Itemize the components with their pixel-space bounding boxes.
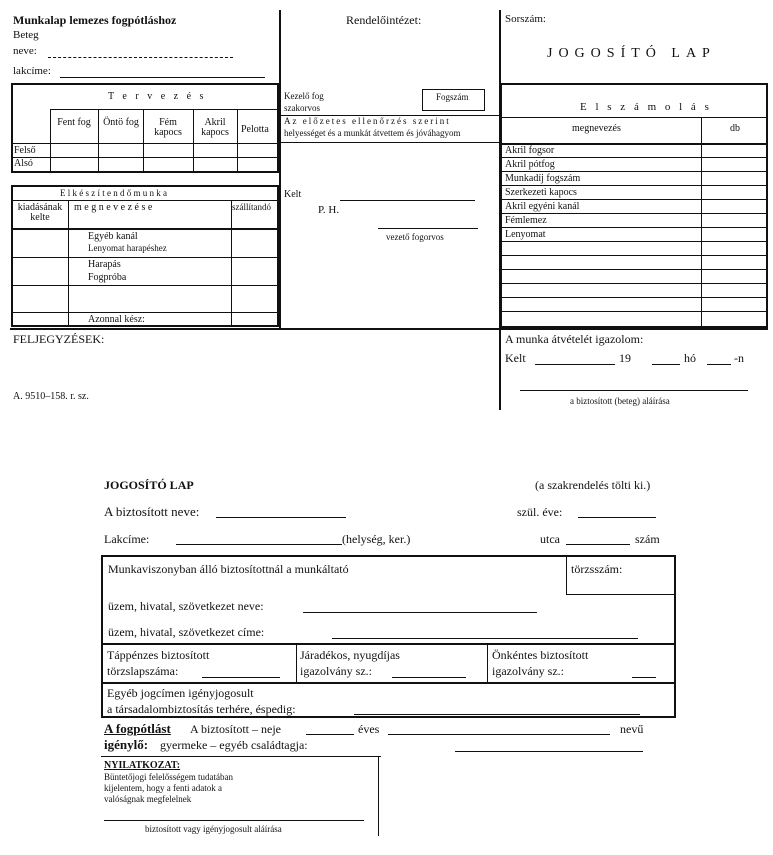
claimant-text-1: A biztosított – neje	[190, 722, 281, 736]
billing-col-name: megnevezés	[572, 123, 621, 134]
insured-name-label: A biztosított neve:	[104, 504, 200, 519]
bottom-note: (a szakrendelés tölti ki.)	[535, 478, 651, 492]
divider-bottom	[10, 328, 768, 330]
employer-label: Munkaviszonyban álló biztosítottnál a munkáltató	[108, 562, 349, 576]
delivery-table-title: E l k é s z í t e n d ő m u n k a	[60, 188, 167, 198]
plan-col-fent: Fent fog	[57, 117, 91, 128]
receipt-month: hó	[684, 351, 696, 365]
other-label-2: a társadalombiztosítás terhére, éspedig:	[107, 702, 296, 716]
notes-label: FELJEGYZÉSEK:	[13, 332, 105, 346]
date-label: Kelt	[284, 189, 302, 200]
pension-label-2: igazolvány sz.:	[300, 664, 372, 678]
chief-dentist-label: vezető fogorvos	[386, 232, 444, 242]
billing-title: E l s z á m o l á s	[580, 101, 712, 113]
plan-row-lower: Alsó	[14, 158, 33, 169]
declaration-title: NYILATKOZAT:	[104, 760, 181, 771]
billing-col-amount: db	[730, 123, 740, 134]
declaration-line-2: kijelentem, hogy a fenti adatok a	[104, 783, 222, 793]
declaration-signer: biztosított vagy igényjogosult aláírása	[145, 824, 282, 834]
claimant-text-2: gyermeke – egyéb családtagja:	[160, 738, 308, 752]
patient-address-line	[60, 77, 265, 78]
delivery-row-1: Egyéb kanál	[88, 231, 138, 242]
billing-row-7: Lenyomat	[505, 229, 546, 240]
delivery-row-2: Lenyomat harapéshez	[88, 243, 167, 253]
delivery-row-4: Fogpróba	[88, 272, 127, 283]
receipt-title: A munka átvételét igazolom:	[505, 332, 644, 346]
worksheet-title: Munkalap lemezes fogpótláshoz	[13, 13, 177, 27]
number-label: szám	[635, 532, 660, 546]
plan-col-akril: Akril kapocs	[201, 117, 229, 138]
billing-row-2: Akril pótfog	[505, 159, 555, 170]
receipt-day: -n	[734, 351, 744, 365]
bottom-title: JOGOSÍTÓ LAP	[104, 478, 194, 492]
voluntary-label-2: igazolvány sz.:	[492, 664, 564, 678]
form-code: A. 9510–158. r. sz.	[13, 391, 89, 402]
sick-pay-label-2: törzslapszáma:	[107, 664, 179, 678]
billing-row-4: Szerkezeti kapocs	[505, 187, 577, 198]
delivery-footer: Azonnal kész:	[88, 314, 145, 325]
voluntary-label-1: Önkéntes biztosított	[492, 648, 589, 662]
street-label: utca	[540, 532, 560, 546]
billing-row-5: Akril egyéni kanál	[505, 201, 580, 212]
plant-name-label: üzem, hivatal, szövetkezet neve:	[108, 599, 264, 613]
plan-table-title: T e r v e z é s	[108, 91, 207, 102]
patient-name-label: neve:	[13, 45, 37, 57]
place-label: (helység, ker.)	[342, 532, 411, 546]
reg-number-label: törzsszám:	[571, 562, 623, 576]
other-label-1: Egyéb jogcímen igényjogosult	[107, 686, 254, 700]
stamp-placeholder: P. H.	[318, 204, 340, 216]
authorization-title: JOGOSÍTÓ LAP	[547, 46, 716, 61]
plan-col-fem: Fém kapocs	[154, 117, 182, 138]
years-label: éves	[358, 722, 380, 736]
patient-name-line	[48, 57, 233, 58]
claimant-label-1: A fogpótlást	[104, 721, 171, 736]
pension-label-1: Járadékos, nyugdíjas	[300, 648, 400, 662]
delivery-row-3: Harapás	[88, 259, 121, 270]
declaration-line-3: valóságnak megfelelnek	[104, 794, 192, 804]
dentist-label-2: szakorvos	[284, 103, 320, 113]
tooth-number-label: Fogszám	[436, 92, 469, 102]
receipt-signer: a biztosított (beteg) aláírása	[570, 396, 670, 406]
approval-text-1: Az előzetes ellenőrzés szerint	[284, 116, 451, 126]
plan-col-pelotta: Pelotta	[241, 124, 269, 135]
delivery-col-date: kiadásának kelte	[17, 202, 63, 223]
declaration-line-1: Büntetőjogi felelősségem tudatában	[104, 772, 233, 782]
plan-col-onto: Öntö fog	[103, 117, 139, 128]
delivery-col-name: m e g n e v e z é s e	[74, 202, 153, 213]
billing-row-6: Fémlemez	[505, 215, 547, 226]
billing-row-1: Akril fogsor	[505, 145, 555, 156]
dentist-label-1: Kezelő fog	[284, 91, 324, 101]
billing-row-3: Munkadíj fogszám	[505, 173, 581, 184]
plan-row-upper: Felső	[14, 145, 36, 156]
patient-address-label: lakcíme:	[13, 65, 51, 77]
receipt-year: 19	[619, 351, 631, 365]
name-suffix: nevű	[620, 722, 644, 736]
plant-address-label: üzem, hivatal, szövetkezet címe:	[108, 625, 265, 639]
divider-left	[279, 10, 281, 330]
birth-year-label: szül. éve:	[517, 505, 563, 519]
institution-label: Rendelőintézet:	[346, 13, 422, 27]
approval-text-2: helyességet és a munkát átvettem és jóváhagyom	[284, 128, 461, 138]
receipt-date-label: Kelt	[505, 351, 526, 365]
serial-label: Sorszám:	[505, 13, 546, 25]
patient-label: Beteg	[13, 29, 39, 41]
claimant-label-2: igénylő:	[104, 737, 149, 752]
address-label: Lakcíme:	[104, 532, 150, 546]
sick-pay-label-1: Táppénzes biztosított	[107, 648, 210, 662]
delivery-col-deliver: szállítandó	[232, 202, 271, 212]
